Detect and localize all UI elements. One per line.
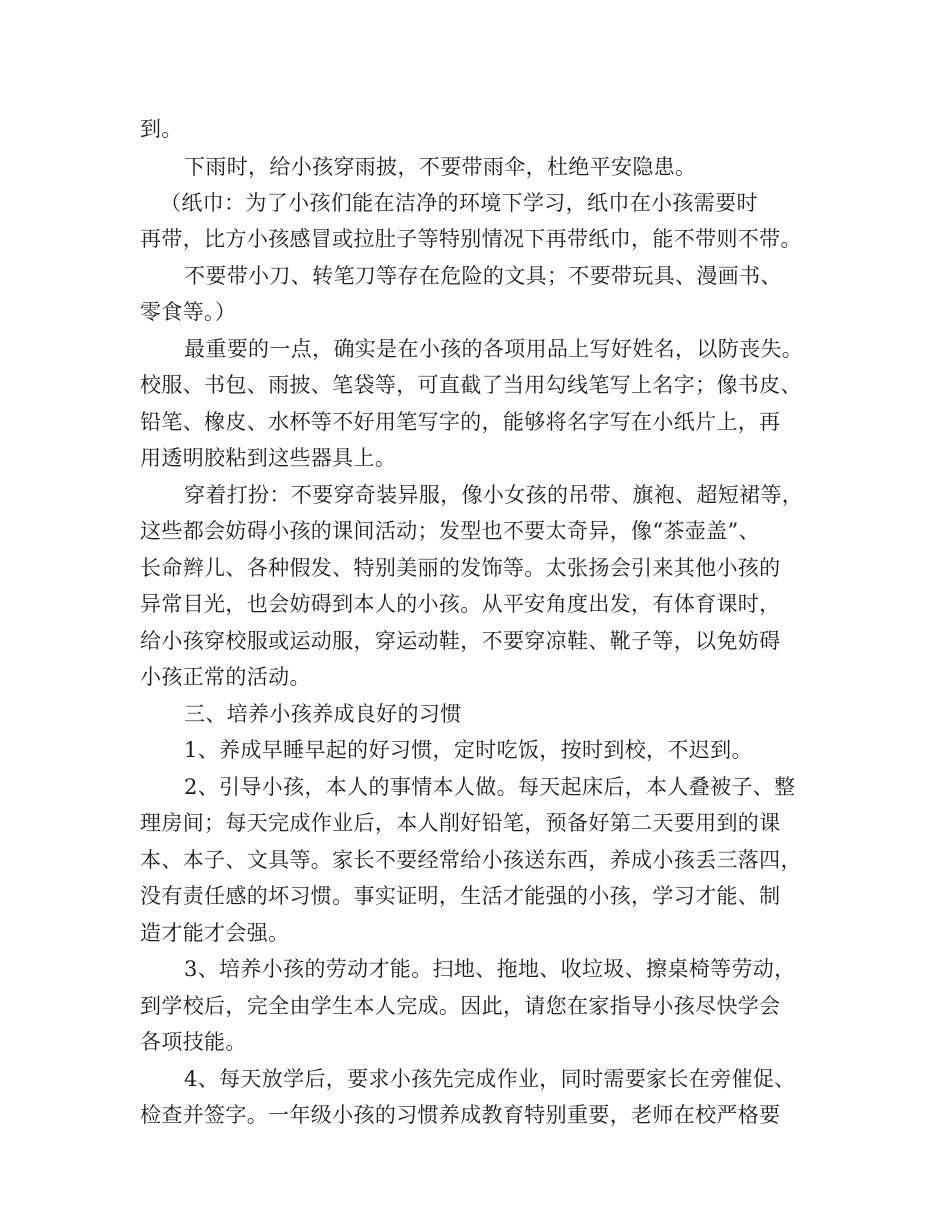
text-line: 到学校后，完全由学生本人完成。因此，请您在家指导小孩尽快学会 [140,994,781,1018]
text-line: 不要带小刀、转笔刀等存在危险的文具；不要带玩具、漫画书、 [184,264,782,288]
text-line: 穿着打扮：不要穿奇装异服，像小女孩的吊带、旗袍、超短裙等， [184,483,804,507]
text-line: 小孩正常的活动。 [140,665,311,689]
section-heading: 三、培养小孩养成良好的习惯 [184,702,462,726]
text-line: 各项技能。 [140,1030,247,1054]
text-line: 零食等。） [140,300,237,324]
text-line: 再带，比方小孩感冒或拉肚子等特别情况下再带纸巾，能不带则不带。 [140,227,802,251]
text-line: 这些都会妨碍小孩的课间活动；发型也不要太奇异，像“茶壶盖”、 [140,519,760,543]
text-line: 没有责任感的坏习惯。事实证明，生活才能强的小孩，学习才能、制 [140,884,781,908]
text-line: （纸巾：为了小孩们能在洁净的环境下学习，纸巾在小孩需要时 [160,191,758,215]
text-line: 2、引导小孩，本人的事情本人做。每天起床后，本人叠被子、整 [184,775,796,799]
text-line: 用透明胶粘到这些器具上。 [140,446,397,470]
text-line: 铅笔、橡皮、水杯等不好用笔写字的，能够将名字写在小纸片上，再 [140,410,781,434]
text-line: 4、每天放学后，要求小孩先完成作业，同时需要家长在旁催促、 [184,1067,796,1091]
text-line: 给小孩穿校服或运动服，穿运动鞋，不要穿凉鞋、靴子等，以免妨碍 [140,629,781,653]
text-line: 校服、书包、雨披、笔袋等，可直截了当用勾线笔写上名字；像书皮、 [140,373,802,397]
text-line: 1、养成早睡早起的好习惯，定时吃饭，按时到校，不迟到。 [184,738,753,762]
text-line: 本、本子、文具等。家长不要经常给小孩送东西，养成小孩丢三落四， [140,848,802,872]
text-line: 理房间；每天完成作业后，本人削好铅笔，预备好第二天要用到的课 [140,811,781,835]
text-line: 下雨时，给小孩穿雨披，不要带雨伞，杜绝平安隐患。 [184,155,697,179]
text-line: 最重要的一点，确实是在小孩的各项用品上写好姓名，以防丧失。 [184,337,804,361]
text-line: 到。 [140,117,183,141]
text-line: 异常目光，也会妨碍到本人的小孩。从平安角度出发，有体育课时， [140,592,781,616]
text-line: 造才能才会强。 [140,921,290,945]
text-line: 长命辫儿、各种假发、特别美丽的发饰等。太张扬会引来其他小孩的 [140,556,781,580]
text-line: 检查并签字。一年级小孩的习惯养成教育特别重要，老师在校严格要 [140,1103,781,1127]
text-line: 3、培养小孩的劳动才能。扫地、拖地、收垃圾、擦桌椅等劳动， [184,957,796,981]
